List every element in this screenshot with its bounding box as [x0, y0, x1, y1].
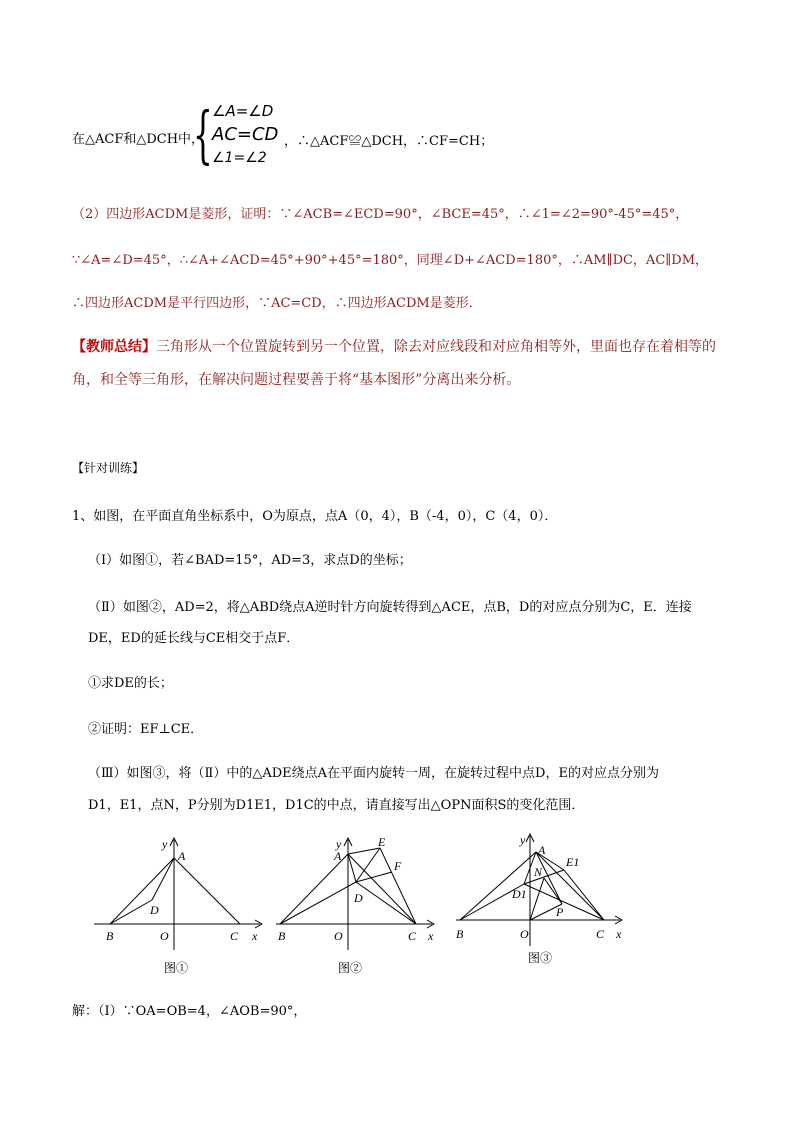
segment-ab	[460, 852, 536, 920]
label-x: x	[616, 927, 622, 941]
question-1-part-ii-1: ①求DE的长；	[88, 676, 173, 691]
label-c: C	[596, 927, 605, 941]
solution-line1: 解：（Ⅰ）∵OA=OB=4，∠AOB=90°，	[72, 1004, 307, 1019]
figure-3	[452, 826, 632, 976]
label-e: E	[378, 835, 386, 849]
label-o: O	[520, 927, 529, 941]
segment-e1c	[564, 870, 604, 920]
segment-ac	[348, 854, 416, 924]
figure-3-caption: 图③	[528, 951, 553, 965]
summary-text1: 三角形从一个位置旋转到另一个位置，除去对应线段和对应角相等外，里面也存在着相等的	[156, 339, 716, 355]
question-1-part-iii-b: D1，E1，点N，P分别为D1E1，D1C的中点，请直接写出△OPN面积S的变化范围．	[88, 798, 585, 813]
label-p: P	[556, 905, 564, 919]
question-1-part-i: （Ⅰ）如图①，若∠BAD=15°，AD=3，求点D的坐标；	[88, 553, 412, 568]
label-y: y	[520, 833, 526, 847]
condition-3: ∠1=∠2	[212, 150, 267, 166]
question-1-part-ii-b: DE，ED的延长线与CE相交于点F．	[88, 631, 300, 646]
label-y: y	[162, 837, 168, 851]
label-e1: E1	[566, 855, 580, 869]
segment-bd	[280, 882, 356, 924]
label-a: A	[538, 843, 546, 857]
question-1-part-ii-2: ②证明：EF⊥CE．	[88, 722, 204, 737]
segment-bd	[110, 900, 152, 924]
label-b: B	[106, 929, 114, 943]
part2-line1: （2）四边形ACDM是菱形，证明：∵∠ACB=∠ECD=90°，∠BCE=45°，∴∠1=∠2=90°-45°=45°，	[72, 207, 689, 222]
segment-ab	[280, 854, 348, 924]
label-x: x	[252, 929, 258, 943]
question-1-part-ii-a: （Ⅱ）如图②，AD=2，将△ABD绕点A逆时针方向旋转得到△ACE，点B，D的对应点分别为C，E．连接	[88, 600, 692, 615]
label-c: C	[408, 929, 417, 943]
segment-ac	[174, 858, 240, 924]
condition-2: AC=CD	[212, 124, 279, 145]
left-brace: {	[193, 98, 213, 171]
segment-dc	[356, 882, 416, 924]
summary-label: 【教师总结】	[72, 339, 156, 355]
label-b: B	[456, 927, 464, 941]
figure-1	[90, 830, 270, 980]
label-b: B	[278, 929, 286, 943]
label-a: A	[178, 849, 186, 863]
label-c: C	[230, 929, 239, 943]
segment-ae	[348, 848, 380, 854]
question-1-part-iii-a: （Ⅲ）如图③，将（Ⅱ）中的△ADE绕点A在平面内旋转一周，在旋转过程中点D，E的对应点分别为	[88, 766, 659, 781]
label-o: O	[160, 929, 169, 943]
label-o: O	[334, 929, 343, 943]
label-n: N	[534, 865, 543, 879]
segment-de	[356, 848, 380, 882]
part2-line3: ∴四边形ACDM是平行四边形，∵AC=CD，∴四边形ACDM是菱形．	[72, 296, 482, 311]
figure-1-caption: 图①	[164, 961, 189, 975]
proof-conclusion: ，∴△ACF≌△DCH，∴CF=CH；	[284, 134, 494, 149]
condition-1: ∠A=∠D	[212, 102, 274, 120]
training-header: 【针对训练】	[72, 461, 145, 475]
label-d1: D1	[512, 887, 527, 901]
figure-2	[272, 830, 452, 980]
segment-ad	[152, 858, 174, 900]
label-x: x	[428, 929, 434, 943]
label-a: A	[334, 849, 342, 863]
label-f: F	[394, 859, 402, 873]
teacher-summary	[72, 336, 716, 356]
label-y: y	[336, 837, 342, 851]
label-d: D	[150, 903, 159, 917]
label-d: D	[354, 891, 363, 905]
segment-ab	[110, 858, 174, 924]
part2-line2: ∵∠A=∠D=45°，∴∠A+∠ACD=45°+90°+45°=180°，同理∠D+∠ACD=180°，∴AM∥DC，AC∥DM，	[72, 253, 709, 268]
summary-text2: 角，和全等三角形，在解决问题过程要善于将“基本图形”分离出来分析。	[72, 372, 521, 388]
question-1: 1、如图，在平面直角坐标系中，O为原点，点A（0，4），B（-4，0），C（4，0）．	[72, 509, 558, 524]
figure-2-caption: 图②	[338, 961, 363, 975]
segment-np	[544, 878, 562, 904]
proof-prefix: 在△ACF和△DCH中，	[72, 132, 205, 147]
